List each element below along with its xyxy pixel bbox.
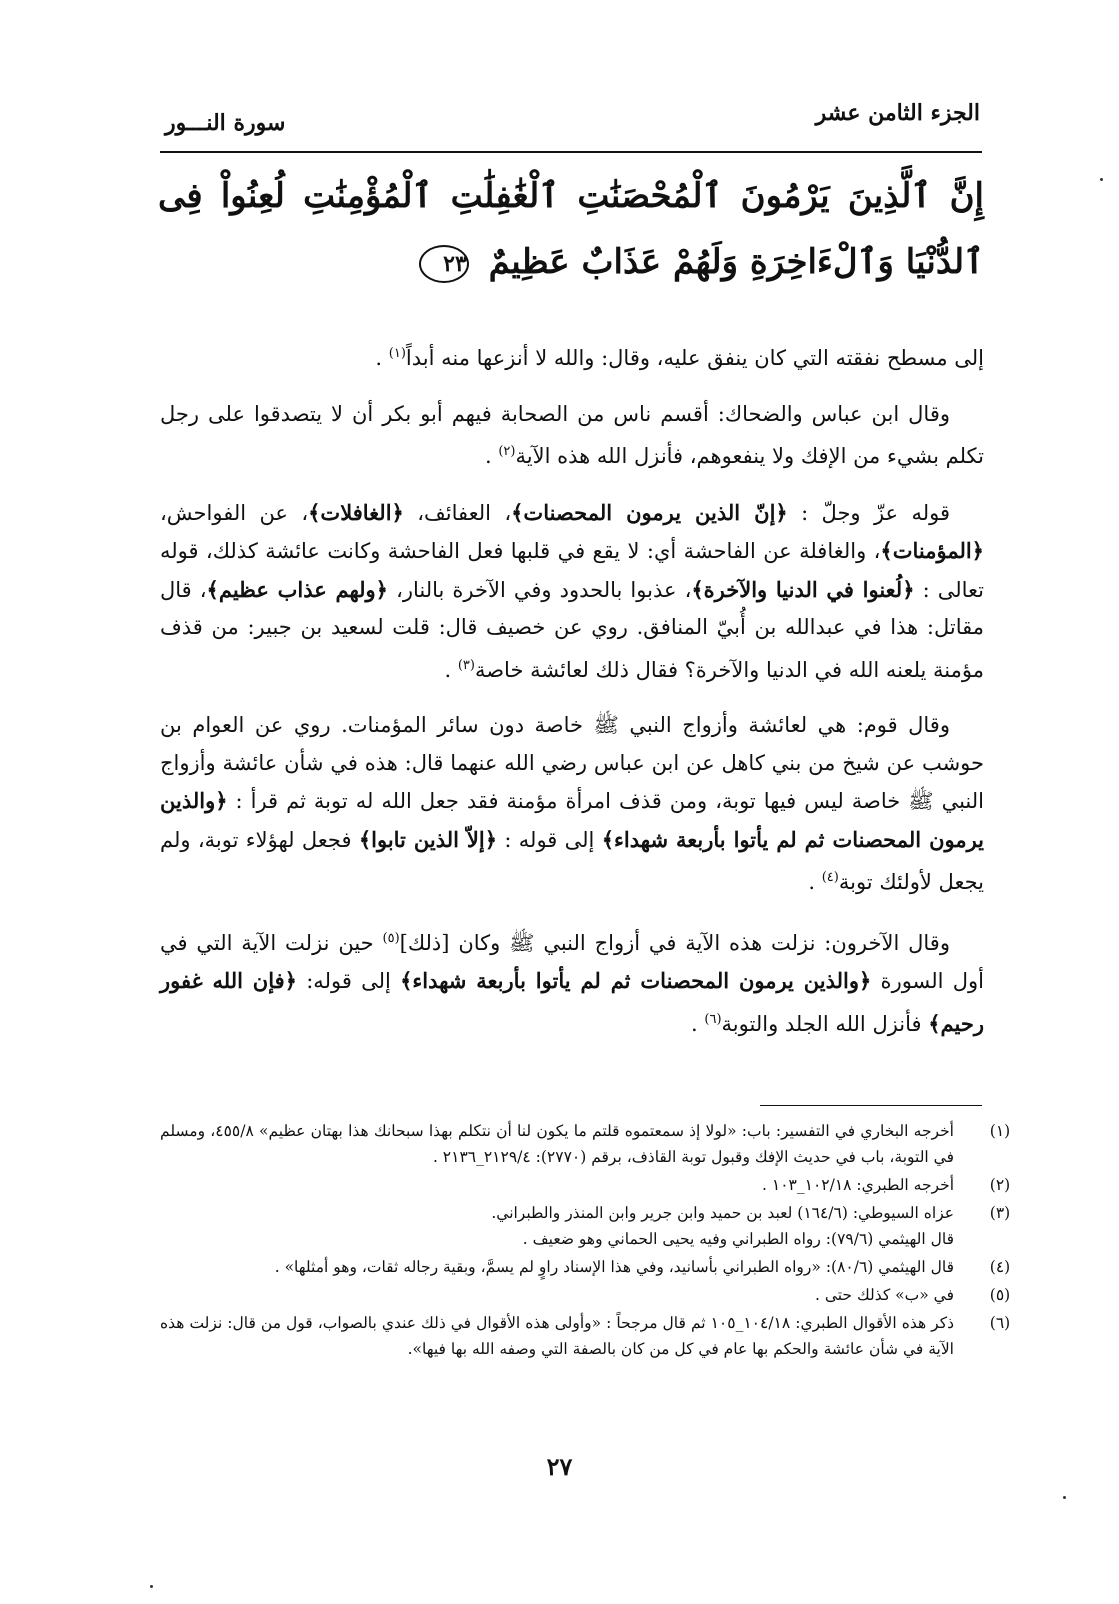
paragraph-2: [160, 396, 984, 476]
surah-title: سورة النـــور: [165, 110, 286, 136]
verse-text: إِنَّ ٱلَّذِينَ يَرْمُونَ ٱلْمُحْصَنَٰتِ ٱلْغَٰفِلَٰتِ ٱلْمُؤْمِنَٰتِ لُعِنُواْ فِى ٱلدُّنْيَا وَٱلْءَاخِرَةِ وَلَهُمْ عَذَابٌ عَظِيمٌ: [158, 176, 984, 282]
commentary-body: [160, 335, 984, 1061]
paragraph-5: [160, 920, 984, 1044]
footnotes: [160, 1118, 1020, 1364]
quoted-verse: ﴿والذين يرمون المحصنات ثم لم يأتوا بأربعة شهداء﴾: [160, 788, 985, 852]
quoted-verse: ﴿فإن الله غفور رحيم﴾: [160, 968, 984, 1036]
paragraph-text: إلى قوله:: [296, 969, 401, 993]
footnote-number: (٥): [989, 1286, 1011, 1304]
running-header: [165, 100, 980, 136]
paragraph-1: [160, 335, 984, 378]
paragraph-text: إلى قوله :: [497, 827, 602, 852]
footnote-text: عزاه السيوطي: (١٦٤/٦) لعبد بن حميد وابن جرير وابن المنذر والطبراني.: [491, 1204, 954, 1222]
quoted-verse: ﴿إلاّ الذين تابوا﴾: [358, 826, 498, 852]
footnote-ref: (٥): [382, 930, 400, 946]
scan-speck: [150, 1585, 153, 1588]
paragraph-end: .: [808, 870, 822, 894]
paragraph-4: [160, 707, 984, 902]
footnote-text: أخرجه الطبري: ١٠٢/١٨_١٠٣ .: [762, 1176, 954, 1194]
footnote-4: [160, 1254, 1020, 1280]
quran-verse: [158, 163, 984, 295]
footnote-ref: (٦): [704, 1011, 722, 1027]
footnote-number: (٣): [989, 1204, 1011, 1222]
footnote-1: [160, 1118, 1020, 1170]
footnote-divider: [760, 1105, 982, 1106]
part-title: الجزء الثامن عشر: [815, 100, 980, 126]
footnote-ref: (٢): [498, 444, 516, 459]
paragraph-text: فأنزل الله الجلد والتوبة: [721, 1011, 929, 1036]
paragraph-text: وقال ابن عباس والضحاك: أقسم ناس من الصحابة فيهم أبو بكر أن لا يتصدقوا على رجل تكلم بشيء من الإفك ولا ينفعوهم، فأنزل الله هذه الآية: [160, 401, 984, 468]
footnote-number: (٦): [989, 1314, 1011, 1332]
footnote-ref: (٣): [457, 657, 475, 673]
paragraph-text: قوله عزّ وجلّ :: [787, 500, 950, 525]
footnote-5: [160, 1282, 1020, 1308]
footnote-number: (٤): [989, 1258, 1011, 1276]
quoted-verse: ﴿المؤمنات﴾: [880, 538, 984, 563]
paragraph-end: .: [444, 657, 458, 682]
quoted-verse: ﴿ولهم عذاب عظيم﴾: [206, 576, 388, 602]
footnote-text-continued: قال الهيثمي (٧٩/٦): رواه الطبراني وفيه يحيى الحماني وهو ضعيف .: [522, 1230, 954, 1248]
scan-speck: [1100, 178, 1103, 181]
footnote-text: في «ب» كذلك حتى .: [814, 1286, 954, 1304]
paragraph-end: .: [375, 346, 389, 370]
footnote-text: ذكر هذه الأقوال الطبري: ١٠٤/١٨_١٠٥ ثم قال مرجحاً : «وأولى هذه الأقوال في ذلك عندي بالصواب، قول من قال: نزلت هذه الآية في شأن عائشة والحكم بها عام في كل من كان بالصفة التي وصفه الله بها فيها».: [160, 1314, 954, 1358]
paragraph-end: .: [691, 1011, 705, 1036]
quoted-verse: ﴿والذين يرمون المحصنات ثم لم يأتوا بأربعة شهداء﴾: [400, 968, 872, 993]
paragraph-text: ، قال مقاتل: هذا في عبدالله بن أُبيّ المنافق. روي عن خصيف قال: قلت لسعيد بن جبير: من قذف مؤمنة يلعنه الله في الدنيا والآخرة؟ فقال ذلك لعائشة خاصة: [160, 577, 984, 682]
paragraph-text: حين نزلت الآية التي في أول السورة: [160, 930, 985, 993]
footnote-6: [160, 1310, 1020, 1362]
paragraph-text: ، العفائف،: [403, 500, 512, 525]
footnote-number: (٢): [989, 1176, 1011, 1194]
paragraph-end: .: [484, 444, 499, 468]
paragraph-text: ، والغافلة عن الفاحشة أي: لا يقع في قلبها فعل الفاحشة وكانت عائشة كذلك، قوله تعالى :: [160, 539, 985, 602]
footnote-ref: (٤): [821, 870, 839, 885]
footnote-text: قال الهيثمي (٨٠/٦): «رواه الطبراني بأسانيد، وفي هذا الإسناد راوٍ لم يسمَّ، وبقية رجاله ثقات، وهو أمثلها» .: [274, 1258, 954, 1276]
quoted-verse: ﴿لُعنوا في الدنيا والآخرة﴾: [691, 576, 915, 602]
paragraph-text: وقال الآخرون: نزلت هذه الآية في أزواج النبي ﷺ وكان [ذلك]: [399, 930, 950, 955]
paragraph-3: [160, 494, 984, 690]
footnote-2: [160, 1172, 1020, 1198]
paragraph-text: ، عن الفواحش،: [160, 500, 309, 525]
footnote-ref: (١): [388, 346, 406, 361]
footnote-text: أخرجه البخاري في التفسير: باب: «لولا إذ سمعتموه قلتم ما يكون لنا أن نتكلم بهذا سبحانك هذا بهتان عظيم» ٤٥٥/٨، ومسلم في التوبة، باب في حديث الإفك وقبول توبة القاذف، برقم (٢٧٧٠): ٢١٢٩/٤_٢١٣٦ .: [160, 1122, 954, 1166]
ayah-number-marker: ٢٣: [419, 245, 469, 283]
footnote-3: [160, 1200, 1020, 1252]
paragraph-text: وقال قوم: هي لعائشة وأزواج النبي ﷺ خاصة دون سائر المؤمنات. روي عن العوام بن حوشب عن شيخ من بني كاهل عن ابن عباس رضي الله عنهما قال: هذه في شأن عائشة وأزواج النبي ﷺ خاصة ليس فيها توبة، ومن قذف امرأة مؤمنة فقد جعل الله له توبة ثم قرأ :: [160, 713, 984, 813]
footnote-number: (١): [989, 1122, 1011, 1140]
paragraph-text: فجعل لهؤلاء توبة، ولم يجعل لأولئك توبة: [160, 827, 984, 894]
header-divider: [160, 151, 982, 153]
page-number: ٢٧: [546, 1452, 573, 1481]
paragraph-text: إلى مسطح نفقته التي كان ينفق عليه، وقال: والله لا أنزعها منه أبداً: [405, 346, 984, 370]
quoted-verse: ﴿الغافلات﴾: [308, 499, 404, 525]
scan-speck: [1063, 1496, 1066, 1499]
quoted-verse: ﴿إنّ الذين يرمون المحصنات﴾: [511, 499, 788, 525]
paragraph-text: ، عذبوا بالحدود وفي الآخرة بالنار،: [388, 577, 692, 602]
